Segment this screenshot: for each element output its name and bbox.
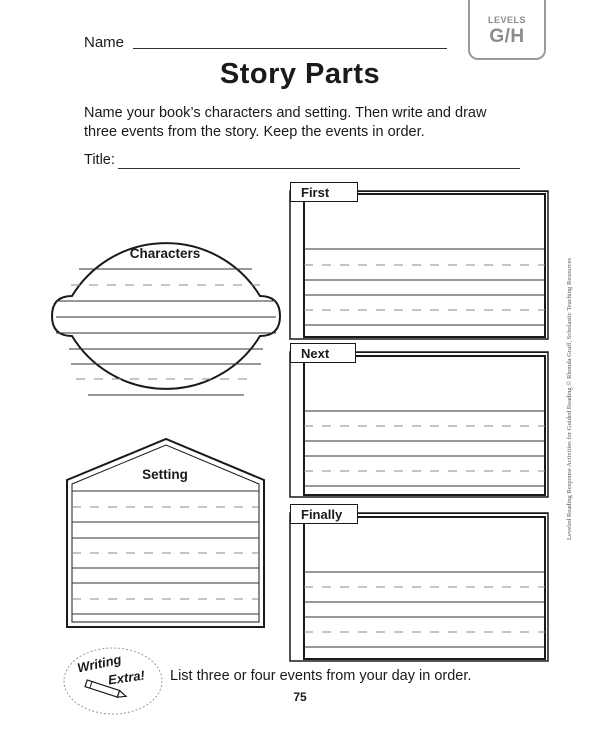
characters-shape [52, 243, 280, 389]
levels-label: LEVELS [487, 15, 526, 25]
book-title-label: Title: [84, 152, 115, 168]
writing-extra-badge-line1: Writing [75, 651, 123, 676]
event-box-next [290, 352, 548, 497]
instructions: Name your book’s characters and setting. Then write and draw three events from the story. Keep the events in order. [84, 105, 487, 140]
event-connector-first [357, 191, 548, 192]
event-label-first: First [290, 182, 358, 202]
event-label-finally: Finally [290, 504, 358, 524]
event-connector-next [355, 352, 548, 353]
event-dashed-lines [304, 265, 545, 632]
writing-extra-badge-line2: Extra! [107, 667, 146, 688]
name-label: Name [84, 34, 125, 51]
levels-value: G/H [489, 26, 525, 47]
side-credit: Leveled Reading Response Activities for Guided Reading © Rhonda Graff, Scholastic Teaching Resources [566, 257, 573, 540]
page-number: 75 [293, 690, 307, 704]
page-title: Story Parts [219, 58, 381, 90]
event-label-next: Next [290, 343, 356, 363]
event-connector-finally [357, 513, 548, 514]
writing-extra-text: List three or four events from your day in order. [170, 668, 472, 684]
characters-label: Characters [129, 246, 201, 261]
setting-label: Setting [142, 467, 188, 482]
